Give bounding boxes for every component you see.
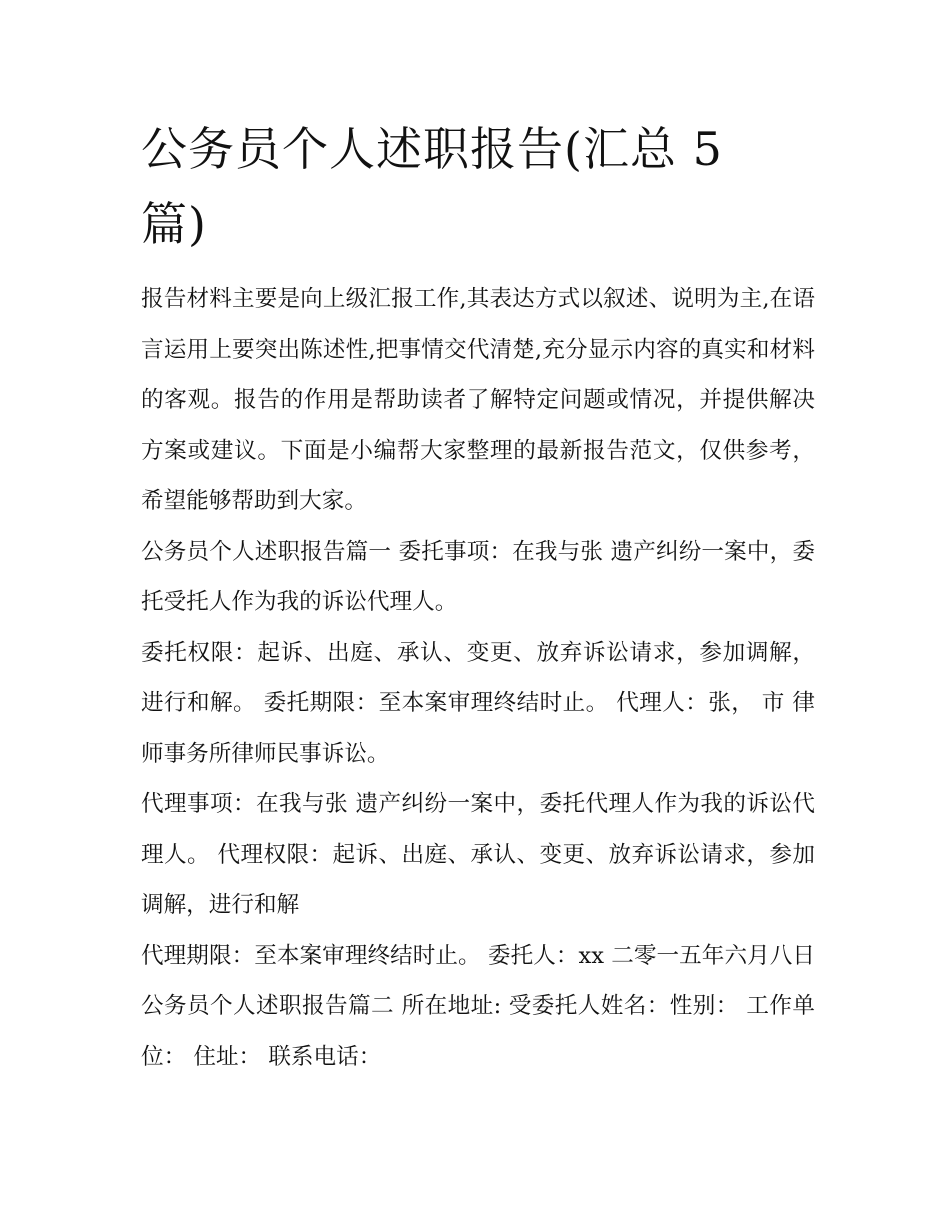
paragraph-agency-matters: 代理事项：在我与张 遗产纠纷一案中，委托代理人作为我的诉讼代理人。 代理权限：起诉、出庭、承认、变更、放弃诉讼请求，参加调解，进行和解: [141, 791, 815, 918]
paragraph-intro: 报告材料主要是向上级汇报工作,其表达方式以叙述、说明为主,在语言运用上要突出陈述性,把事情交代清楚,充分显示内容的真实和材料的客观。报告的作用是帮助读者了解特定问题或情况，并提供解决方案或建议。下面是小编帮大家整理的最新报告范文，仅供参考，希望能够帮助到大家。: [141, 286, 815, 514]
paragraph-agency-period: 代理期限：至本案审理终结时止。 委托人：xx 二零一五年六月八日 公务员个人述职报告篇二 所在地址: 受委托人姓名：性别： 工作单位： 住址： 联系电话：: [141, 942, 815, 1070]
document-title-line2: 篇): [141, 197, 207, 251]
document-body: [141, 274, 815, 1082]
document-title-line1: 公务员个人述职报告(汇总 5: [141, 122, 723, 176]
paragraph-entrusted-matters: 公务员个人述职报告篇一 委托事项：在我与张 遗产纠纷一案中，委托受托人作为我的诉讼代理人。: [141, 538, 815, 615]
document-content: [141, 112, 815, 1082]
paragraph-entrusted-authority: 委托权限：起诉、出庭、承认、变更、放弃诉讼请求，参加调解，进行和解。 委托期限：至本案审理终结时止。 代理人：张， 市 律师事务所律师民事诉讼。: [141, 639, 815, 767]
document-title: [141, 112, 815, 262]
